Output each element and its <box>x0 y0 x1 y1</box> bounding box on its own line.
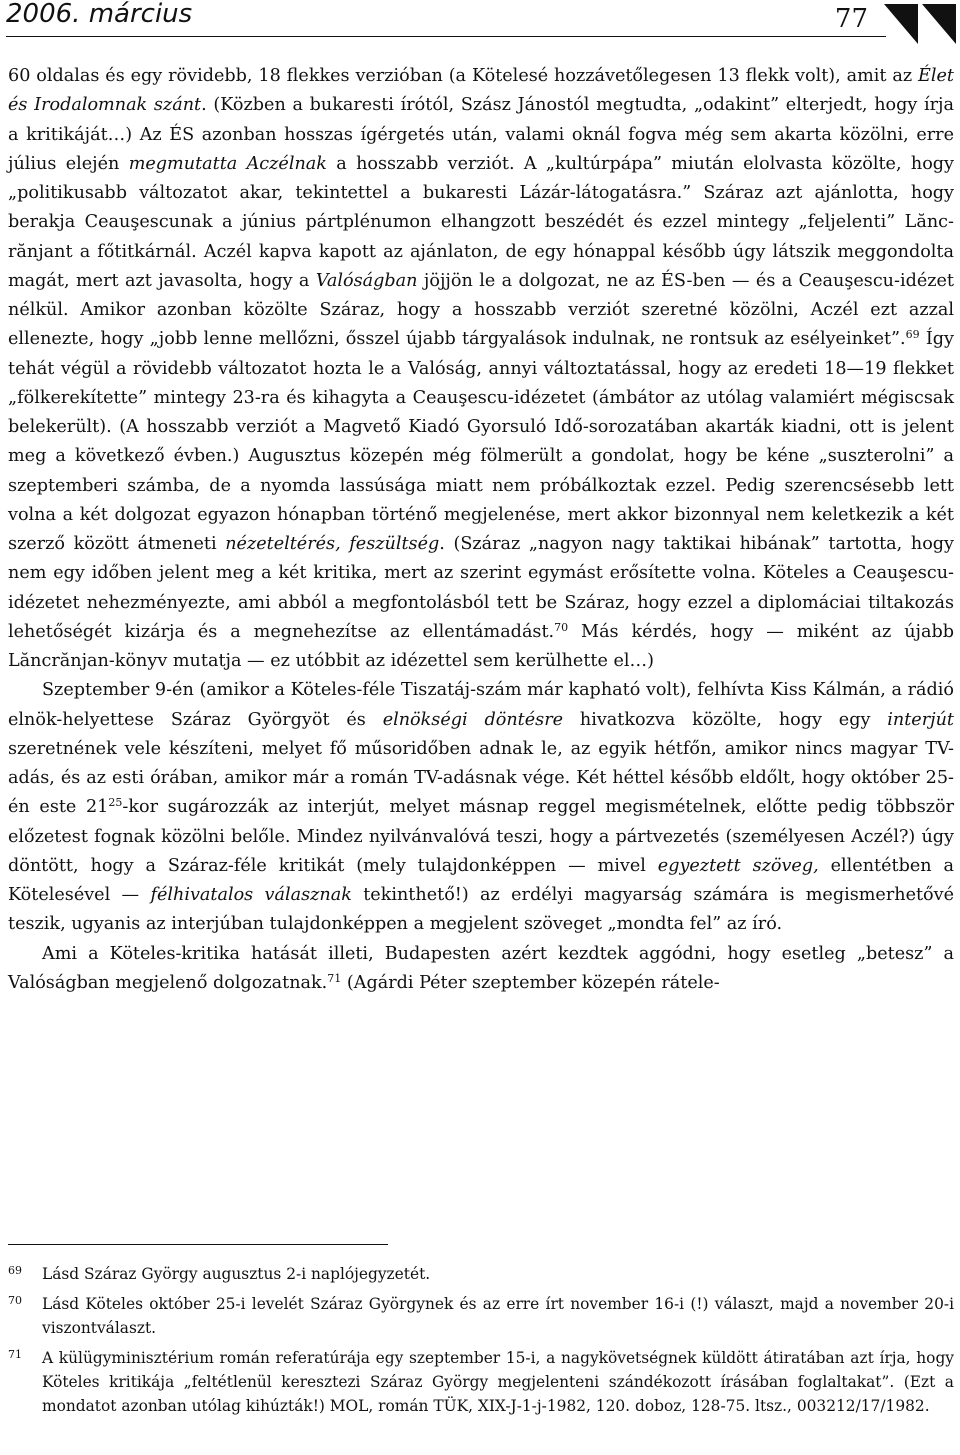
text-run: ellentétben a Kötelesével — <box>8 855 954 905</box>
paragraph <box>8 940 954 999</box>
footnote-number: 70 <box>8 1294 22 1307</box>
journal-logo-icon <box>880 2 960 46</box>
italic-text: Valóságban <box>315 270 418 291</box>
text-run: hivatkozva közölte, hogy egy <box>563 709 888 730</box>
text-run: . (Száraz „nagyon nagy taktikai hibának” tartotta, hogy nem egy időben jelent meg a két kritika, mert az szerint egymást erősítette volna. Köteles a Ceauşescu-idézetet nehezményezte, ami abból a megfontolásból tett be Száraz, hogy ezzel a diplomáciai tiltakozás lehetőségét kizárja és a megnehezítse az ellentámadást. <box>8 534 954 642</box>
text-run: 60 oldalas és egy rövidebb, 18 flekkes verzióban (a Kötelesé hozzávetőlegesen 13 flekk volt), amit az <box>8 66 919 86</box>
text-run: szeretnének vele készíteni, melyet fő műsoridőben adnak le, az egyik hétfőn, amikor nincs magyar TV-adás, és az esti órában, amikor már a román TV-adásnak vége. Két héttel később eldőlt, hogy október 25-én este 21 <box>8 738 954 818</box>
text-run: Így tehát végül a rövidebb változatot hozta le a Valóság, annyi változtatással, hogy az eredeti 18—19 flekket „fölkerekítette” mintegy 23-ra és kihagyta a Ceauşescu-idézetet (ámbátor az utólag valamiért mégiscsak belekerült). (A hosszabb verziót a Magvető Kiadó Gyorsuló Idő-sorozatában akarták kiadni, ott is jelent meg a következő évben.) Augusztus közepén még fölmerült a gondolat, hogy be kéne „suszterolni” a szeptemberi számba, de a nyomda lassúsága miatt nem próbálkoztak ezzel. Pedig szerencsésebb lett volna a két dolgozat egyazon hónapban történő megjelenése, mert akkor bizonnyal nem keletkezik a két szerző között átmeneti <box>8 329 954 554</box>
footnote-ref: 71 <box>327 971 342 985</box>
footnote-ref: 69 <box>905 328 920 342</box>
footnote-text: A külügyminisztérium román referatúrája egy szeptember 15-i, a nagykövetségnek küldött átiratában azt írja, hogy Köteles kritikája „feltétlenül keresztezi Száraz György megjelenteni szándékozott írásában foglaltakat”. (Ezt a mondatot azonban utólag kihúzták!) MOL, román TÜK, XIX-J-1-j-1982, 120. doboz, 128-75. ltsz., 003212/17/1982. <box>42 1349 954 1415</box>
italic-text: megmutatta Aczélnak <box>128 153 327 174</box>
footnote <box>8 1346 954 1418</box>
footnotes <box>8 1262 954 1424</box>
text-run: jöjjön le a dolgozat, ne az ÉS-ben — és a Ceauşescu-idézet nélkül. Amikor azonban közölte Száraz, hogy a hosszabb verziót szeretné közölni, Aczél ezt azzal ellenezte, hogy „jobb lenne mellőzni, ősszel újabb tárgyalások indulnak, ne rontsuk az esélyeinket”. <box>8 270 955 350</box>
text-run: Szeptember 9-én (amikor a Köteles-féle Tiszatáj-szám már kapható volt), felhívta Kiss Kálmán, a rádió elnök-helyettese Száraz Györgyöt és <box>8 680 954 730</box>
text-run: Ami a Köteles-kritika hatását illeti, Budapesten azért kezdtek aggódni, hogy esetleg „betesz” a Valóságban megjelenő dolgozatnak. <box>8 943 954 993</box>
italic-text: egyeztett szöveg, <box>657 855 819 876</box>
italic-text: Élet és Irodalomnak szánt <box>8 66 954 116</box>
italic-text: elnökségi döntésre <box>382 709 564 730</box>
footnote-text: Lásd Köteles október 25-i levelét Száraz Györgynek és az erre írt november 16-i (!) választ, majd a november 20-i viszontválaszt. <box>42 1295 954 1337</box>
paragraph <box>8 62 954 676</box>
italic-text: interjút <box>887 709 954 730</box>
text-run: a hosszabb verziót. A „kultúrpápa” miután elolvasta közölte, hogy „politikusabb változatot akar, tekintettel a bukaresti Lázár-látogatásra.” Száraz azt ajánlotta, hogy berakja Ceauşescunak a június pártplénumon elhangzott beszédét és ezzel mintegy „feljelenti” Lăncrănjant a főtitkárnál. Aczél kapva kapott az ajánlaton, de egy hónappal később úgy látszik meggondolta magát, mert azt javasolta, hogy a <box>8 153 954 291</box>
footnote-number: 71 <box>8 1348 22 1361</box>
article-body <box>8 62 954 998</box>
footnote <box>8 1262 954 1286</box>
footnote-ref: 70 <box>554 620 569 634</box>
text-run: (Agárdi Péter szeptember közepén rátele- <box>341 972 720 993</box>
issue-date: 2006. március <box>6 0 193 29</box>
footnote-number: 69 <box>8 1264 22 1277</box>
page-number: 77 <box>834 4 868 34</box>
text-run: . (Közben a bukaresti írótól, Szász Jánostól megtudta, „odakint” elterjedt, hogy írja a kritikáját…) Az ÉS azonban hosszas ígérgetés után, valami oknál fogva még sem akarta közölni, erre július elején <box>8 95 954 174</box>
italic-text: félhivatalos válasznak <box>150 885 352 905</box>
header-rule <box>6 36 886 37</box>
footnote <box>8 1292 954 1340</box>
footnote-text: Lásd Száraz György augusztus 2-i naplójegyzetét. <box>42 1265 431 1283</box>
paragraph <box>8 676 954 939</box>
footnote-rule <box>8 1244 388 1245</box>
page-header <box>0 0 960 50</box>
text-run: Más kérdés, hogy — miként az újabb Lăncrănjan-könyv mutatja — ez utóbbit az idézettel sem kerülhette el…) <box>8 621 954 671</box>
footnote-ref: 25 <box>108 796 123 810</box>
text-run: -kor sugározzák az interjút, melyet másnap reggel megismételnek, előtte pedig többször előzetest fognak közölni belőle. Mindez nyilvánvalóvá teszi, hogy a pártvezetés (személyesen Aczél?) úgy döntött, hogy a Száraz-féle kritikát (mely tulajdonképpen — mivel <box>8 797 955 876</box>
text-run: tekinthető!) az erdélyi magyarság számára is megismerhetővé teszik, ugyanis az interjúban tulajdonképpen a megjelent szöveget „mondta fel” az író. <box>8 885 955 935</box>
italic-text: nézeteltérés, feszültség <box>225 534 440 554</box>
